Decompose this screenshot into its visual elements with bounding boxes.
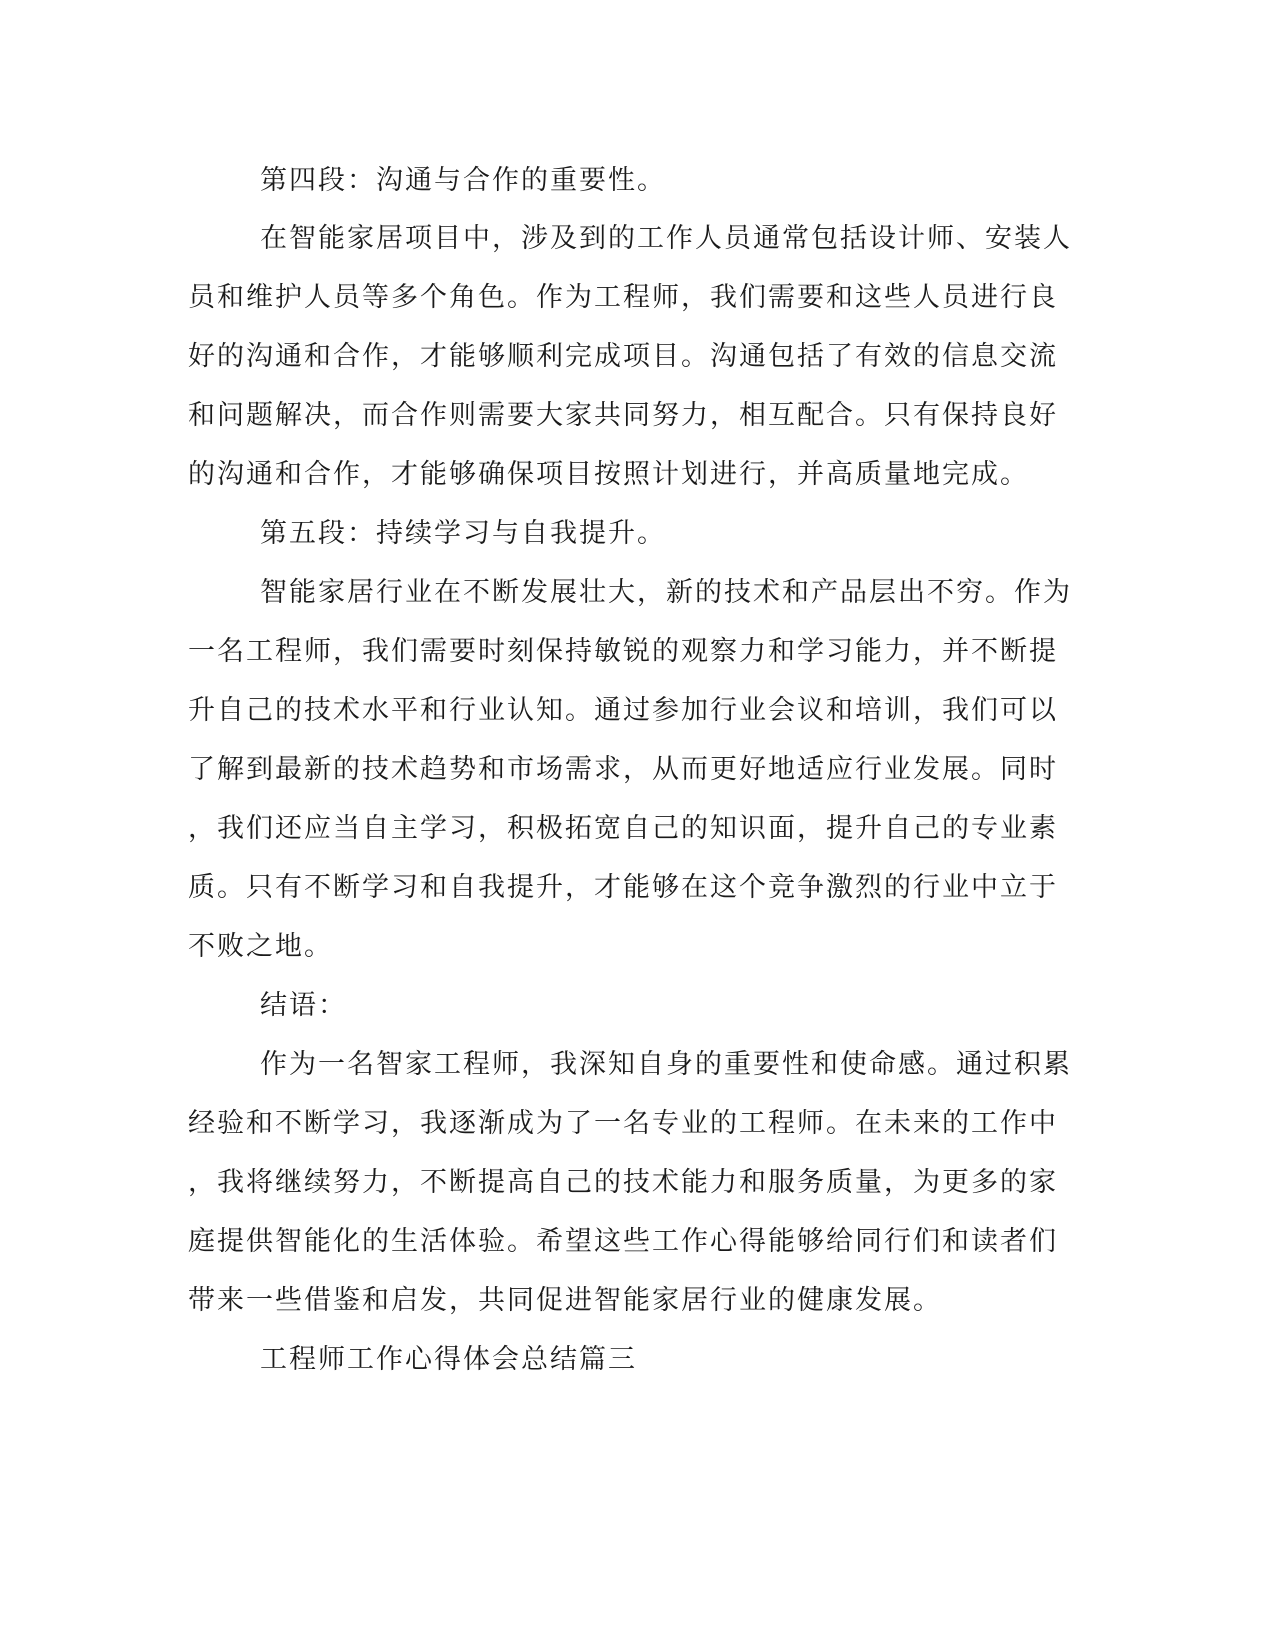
paragraph-line: 经验和不断学习，我逐渐成为了一名专业的工程师。在未来的工作中 xyxy=(188,1108,1058,1139)
paragraph-line: 一名工程师，我们需要时刻保持敏锐的观察力和学习能力，并不断提 xyxy=(188,636,1058,667)
heading-conclusion: 结语： xyxy=(260,990,347,1021)
paragraph-line: 智能家居行业在不断发展壮大，新的技术和产品层出不穷。作为 xyxy=(260,577,1072,608)
heading-section-four: 第四段：沟通与合作的重要性。 xyxy=(260,165,666,196)
paragraph-line: 了解到最新的技术趋势和市场需求，从而更好地适应行业发展。同时 xyxy=(188,754,1058,785)
paragraph-line: 好的沟通和合作，才能够顺利完成项目。沟通包括了有效的信息交流 xyxy=(188,341,1058,372)
paragraph-line: 升自己的技术水平和行业认知。通过参加行业会议和培训，我们可以 xyxy=(188,695,1058,726)
paragraph-line: ，我将继续努力，不断提高自己的技术能力和服务质量，为更多的家 xyxy=(188,1167,1058,1198)
paragraph-line: 在智能家居项目中，涉及到的工作人员通常包括设计师、安装人 xyxy=(260,223,1072,254)
paragraph-line: 带来一些借鉴和启发，共同促进智能家居行业的健康发展。 xyxy=(188,1285,942,1316)
paragraph-line: 员和维护人员等多个角色。作为工程师，我们需要和这些人员进行良 xyxy=(188,282,1058,313)
paragraph-line: 和问题解决，而合作则需要大家共同努力，相互配合。只有保持良好 xyxy=(188,400,1058,431)
paragraph-line: 庭提供智能化的生活体验。希望这些工作心得能够给同行们和读者们 xyxy=(188,1226,1058,1257)
heading-section-five: 第五段：持续学习与自我提升。 xyxy=(260,518,666,549)
paragraph-line: 不败之地。 xyxy=(188,931,333,962)
paragraph-line: 质。只有不断学习和自我提升，才能够在这个竞争激烈的行业中立于 xyxy=(188,872,1058,903)
paragraph-line: ，我们还应当自主学习，积极拓宽自己的知识面，提升自己的专业素 xyxy=(188,813,1058,844)
paragraph-line: 作为一名智家工程师，我深知自身的重要性和使命感。通过积累 xyxy=(260,1049,1072,1080)
paragraph-line: 的沟通和合作，才能够确保项目按照计划进行，并高质量地完成。 xyxy=(188,459,1029,490)
heading-article-three: 工程师工作心得体会总结篇三 xyxy=(260,1344,637,1375)
